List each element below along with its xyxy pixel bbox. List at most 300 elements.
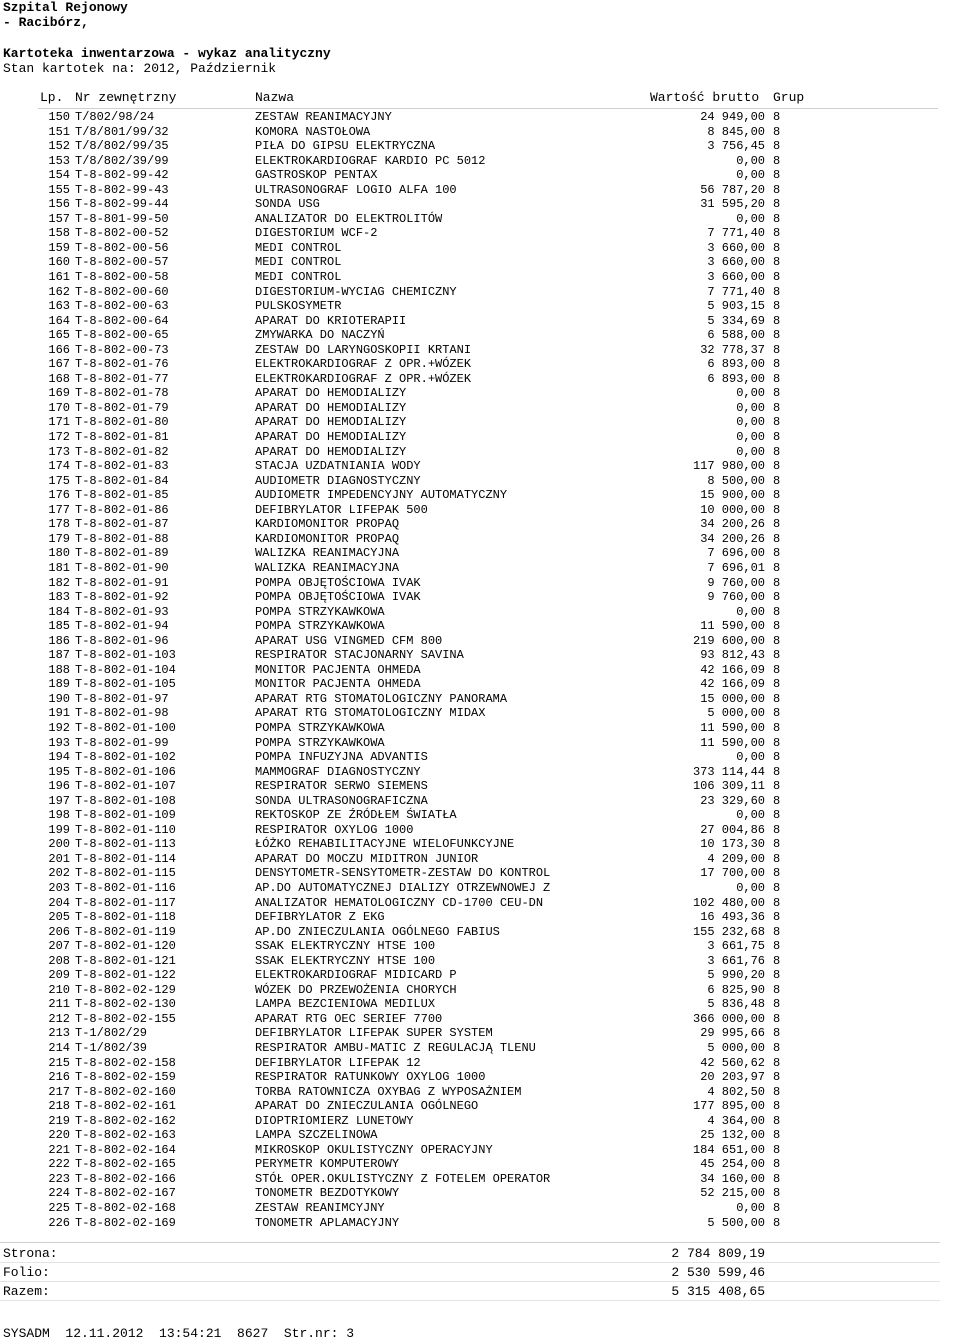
- row-nr: T-8-802-01-78: [75, 386, 169, 401]
- row-name: APARAT RTG STOMATOLOGICZNY PANORAMA: [255, 691, 508, 706]
- row-lp: 177: [48, 502, 70, 517]
- row-name: APARAT USG VINGMED CFM 800: [255, 633, 443, 648]
- row-group: 8: [773, 139, 781, 154]
- row-nr: T-8-802-01-80: [75, 415, 169, 430]
- row-lp: 216: [48, 1070, 70, 1085]
- row-group: 8: [773, 124, 781, 139]
- row-group: 8: [773, 502, 781, 517]
- table-row: [0, 706, 960, 721]
- row-name: SSAK ELEKTRYCZNY HTSE 100: [255, 939, 436, 954]
- row-lp: 178: [48, 517, 70, 532]
- row-nr: T-8-802-01-113: [75, 837, 176, 852]
- row-nr: T-8-802-02-169: [75, 1215, 176, 1230]
- row-nr: T-8-802-01-88: [75, 531, 169, 546]
- row-lp: 223: [48, 1171, 70, 1186]
- row-nr: T-8-802-01-96: [75, 633, 169, 648]
- table-row: [0, 663, 960, 678]
- row-name: RESPIRATOR SERWO SIEMENS: [255, 779, 428, 794]
- row-value: 0,00: [736, 444, 765, 459]
- row-nr: T-8-802-02-155: [75, 1011, 176, 1026]
- row-value: 17 700,00: [700, 866, 765, 881]
- table-row: [0, 721, 960, 736]
- row-lp: 161: [48, 270, 70, 285]
- strona-label: Strona:: [3, 1246, 58, 1261]
- row-group: 8: [773, 1070, 781, 1085]
- row-name: ELEKTROKARDIOGRAF Z OPR.+WÓZEK: [255, 371, 472, 386]
- row-nr: T-8-802-99-42: [75, 168, 169, 183]
- row-lp: 217: [48, 1084, 70, 1099]
- row-value: 5 990,20: [707, 968, 765, 983]
- row-name: TONOMETR APLAMACYJNY: [255, 1215, 400, 1230]
- row-nr: T-8-802-01-116: [75, 880, 176, 895]
- row-nr: T-8-802-02-163: [75, 1128, 176, 1143]
- row-value: 56 787,20: [700, 182, 765, 197]
- table-row: [0, 1012, 960, 1027]
- table-row: [0, 1026, 960, 1041]
- row-group: 8: [773, 808, 781, 823]
- row-group: 8: [773, 255, 781, 270]
- row-value: 52 215,00: [700, 1186, 765, 1201]
- row-lp: 157: [48, 211, 70, 226]
- row-nr: T-8-802-01-92: [75, 590, 169, 605]
- row-value: 20 203,97: [700, 1070, 765, 1085]
- row-group: 8: [773, 822, 781, 837]
- row-value: 15 000,00: [700, 691, 765, 706]
- row-value: 0,00: [736, 750, 765, 765]
- row-name: WALIZKA REANIMACYJNA: [255, 560, 400, 575]
- row-nr: T/8/802/99/35: [75, 139, 169, 154]
- row-nr: T-8-802-01-117: [75, 895, 176, 910]
- row-name: WÓZEK DO PRZEWOŻENIA CHORYCH: [255, 982, 457, 997]
- row-lp: 183: [48, 590, 70, 605]
- table-row: [0, 445, 960, 460]
- table-row: [0, 576, 960, 591]
- row-nr: T-8-802-01-110: [75, 822, 176, 837]
- row-group: 8: [773, 328, 781, 343]
- row-lp: 155: [48, 182, 70, 197]
- row-name: APARAT DO KRIOTERAPII: [255, 313, 407, 328]
- row-nr: T-8-802-02-161: [75, 1099, 176, 1114]
- table-row: [0, 1128, 960, 1143]
- row-value: 0,00: [736, 880, 765, 895]
- row-name: APARAT DO HEMODIALIZY: [255, 400, 407, 415]
- row-name: ZESTAW REANIMCYJNY: [255, 1201, 385, 1216]
- table-row: [0, 605, 960, 620]
- row-nr: T-8-802-01-93: [75, 604, 169, 619]
- table-row: [0, 125, 960, 140]
- row-value: 3 660,00: [707, 255, 765, 270]
- strona-value: 2 784 809,19: [671, 1246, 765, 1261]
- row-lp: 165: [48, 328, 70, 343]
- row-name: APARAT DO MOCZU MIDITRON JUNIOR: [255, 851, 479, 866]
- row-group: 8: [773, 415, 781, 430]
- row-group: 8: [773, 240, 781, 255]
- table-row: [0, 1041, 960, 1056]
- row-nr: T-8-802-01-115: [75, 866, 176, 881]
- row-group: 8: [773, 430, 781, 445]
- row-lp: 173: [48, 444, 70, 459]
- row-group: 8: [773, 677, 781, 692]
- row-group: 8: [773, 1055, 781, 1070]
- table-row: [0, 1085, 960, 1100]
- row-nr: T-8-802-01-99: [75, 735, 169, 750]
- razem-label: Razem:: [3, 1284, 50, 1299]
- column-group: Grup: [773, 90, 805, 105]
- row-value: 3 661,76: [707, 953, 765, 968]
- row-name: DIOPTRIOMIERZ LUNETOWY: [255, 1113, 414, 1128]
- row-group: 8: [773, 575, 781, 590]
- row-group: 8: [773, 953, 781, 968]
- row-nr: T-8-802-01-87: [75, 517, 169, 532]
- row-value: 0,00: [736, 400, 765, 415]
- table-row: [0, 546, 960, 561]
- table-row: [0, 1157, 960, 1172]
- row-nr: T-8-802-00-56: [75, 240, 169, 255]
- table-row: [0, 1056, 960, 1071]
- table-row: [0, 997, 960, 1012]
- table-row: [0, 910, 960, 925]
- row-name: GASTROSKOP PENTAX: [255, 168, 378, 183]
- row-nr: T-8-802-01-108: [75, 793, 176, 808]
- row-name: APARAT RTG STOMATOLOGICZNY MIDAX: [255, 706, 486, 721]
- row-lp: 150: [48, 110, 70, 124]
- row-group: 8: [773, 880, 781, 895]
- table-row: [0, 765, 960, 780]
- row-group: 8: [773, 197, 781, 212]
- row-name: DEFIBRYLATOR Z EKG: [255, 910, 385, 925]
- row-nr: T-8-802-01-76: [75, 357, 169, 372]
- row-nr: T-8-802-01-119: [75, 924, 176, 939]
- row-nr: T-8-802-02-167: [75, 1186, 176, 1201]
- row-name: PIŁA DO GIPSU ELEKTRYCZNA: [255, 139, 436, 154]
- row-lp: 192: [48, 720, 70, 735]
- row-group: 8: [773, 1041, 781, 1055]
- row-value: 0,00: [736, 153, 765, 168]
- row-value: 4 364,00: [707, 1113, 765, 1128]
- row-value: 6 588,00: [707, 328, 765, 343]
- row-lp: 171: [48, 415, 70, 430]
- row-lp: 208: [48, 953, 70, 968]
- row-lp: 176: [48, 488, 70, 503]
- row-name: KARDIOMONITOR PROPAQ: [255, 531, 400, 546]
- row-name: APARAT DO HEMODIALIZY: [255, 415, 407, 430]
- row-group: 8: [773, 648, 781, 663]
- row-value: 0,00: [736, 168, 765, 183]
- row-lp: 193: [48, 735, 70, 750]
- row-lp: 207: [48, 939, 70, 954]
- row-lp: 181: [48, 560, 70, 575]
- row-value: 3 660,00: [707, 270, 765, 285]
- razem-value: 5 315 408,65: [671, 1284, 765, 1299]
- summary-folio: [0, 1265, 960, 1282]
- table-row: [0, 183, 960, 198]
- row-group: 8: [773, 997, 781, 1012]
- row-name: PULSKOSYMETR: [255, 299, 342, 314]
- row-value: 23 329,60: [700, 793, 765, 808]
- row-nr: T-8-801-99-50: [75, 211, 169, 226]
- table-row: [0, 197, 960, 212]
- row-nr: T-8-802-01-97: [75, 691, 169, 706]
- row-nr: T-8-802-01-100: [75, 720, 176, 735]
- table-row: [0, 983, 960, 998]
- row-group: 8: [773, 590, 781, 605]
- row-value: 6 893,00: [707, 357, 765, 372]
- row-nr: T-8-802-01-89: [75, 546, 169, 561]
- row-name: ŁÓŻKO REHABILITACYJNE WIELOFUNKCYJNE: [255, 837, 515, 852]
- row-value: 10 173,30: [700, 837, 765, 852]
- row-lp: 166: [48, 342, 70, 357]
- row-value: 11 590,00: [700, 735, 765, 750]
- row-lp: 186: [48, 633, 70, 648]
- row-lp: 188: [48, 662, 70, 677]
- row-group: 8: [773, 284, 781, 299]
- row-value: 27 004,86: [700, 822, 765, 837]
- row-group: 8: [773, 691, 781, 706]
- table-row: [0, 488, 960, 503]
- row-value: 0,00: [736, 211, 765, 226]
- row-lp: 198: [48, 808, 70, 823]
- table-row: [0, 1099, 960, 1114]
- row-group: 8: [773, 837, 781, 852]
- row-group: 8: [773, 473, 781, 488]
- row-name: POMPA STRZYKAWKOWA: [255, 735, 385, 750]
- row-group: 8: [773, 371, 781, 386]
- row-name: AP.DO AUTOMATYCZNEJ DIALIZY OTRZEWNOWEJ Z: [255, 880, 551, 895]
- row-group: 8: [773, 750, 781, 765]
- row-lp: 168: [48, 371, 70, 386]
- row-nr: T-8-802-01-90: [75, 560, 169, 575]
- row-name: DEFIBRYLATOR LIFEPAK 500: [255, 502, 428, 517]
- table-row: [0, 794, 960, 809]
- row-value: 8 845,00: [707, 124, 765, 139]
- row-name: ANALIZATOR DO ELEKTROLITÓW: [255, 211, 443, 226]
- table-row: [0, 1201, 960, 1216]
- row-value: 184 651,00: [692, 1142, 765, 1157]
- row-group: 8: [773, 968, 781, 983]
- row-value: 4 802,50: [707, 1084, 765, 1099]
- row-group: 8: [773, 851, 781, 866]
- row-value: 15 900,00: [700, 488, 765, 503]
- row-group: 8: [773, 866, 781, 881]
- row-value: 7 771,40: [707, 226, 765, 241]
- row-lp: 201: [48, 851, 70, 866]
- row-value: 42 166,09: [700, 662, 765, 677]
- row-name: MEDI CONTROL: [255, 240, 342, 255]
- row-name: POMPA OBJĘTOŚCIOWA IVAK: [255, 590, 421, 605]
- row-group: 8: [773, 720, 781, 735]
- row-value: 93 812,43: [700, 648, 765, 663]
- row-value: 0,00: [736, 430, 765, 445]
- table-row: [0, 386, 960, 401]
- column-nr: Nr zewnętrzny: [75, 90, 177, 105]
- row-name: DEFIBRYLATOR LIFEPAK SUPER SYSTEM: [255, 1026, 493, 1041]
- row-name: LAMPA SZCZELINOWA: [255, 1128, 378, 1143]
- table-row: [0, 430, 960, 445]
- table-row: [0, 372, 960, 387]
- row-nr: T-8-802-01-91: [75, 575, 169, 590]
- row-value: 7 771,40: [707, 284, 765, 299]
- row-name: APARAT DO ZNIECZULANIA OGÓLNEGO: [255, 1099, 479, 1114]
- table-row: [0, 881, 960, 896]
- table-row: [0, 1143, 960, 1158]
- row-name: TORBA RATOWNICZA OXYBAG Z WYPOSAŻNIEM: [255, 1084, 522, 1099]
- row-name: POMPA INFUZYJNA ADVANTIS: [255, 750, 428, 765]
- row-lp: 218: [48, 1099, 70, 1114]
- row-nr: T-8-802-02-165: [75, 1157, 176, 1172]
- row-lp: 153: [48, 153, 70, 168]
- row-group: 8: [773, 619, 781, 634]
- table-row: [0, 1216, 960, 1231]
- row-value: 45 254,00: [700, 1157, 765, 1172]
- row-lp: 167: [48, 357, 70, 372]
- row-name: ZESTAW REANIMACYJNY: [255, 110, 392, 124]
- row-nr: T-8-802-00-73: [75, 342, 169, 357]
- column-name: Nazwa: [255, 90, 295, 105]
- row-lp: 160: [48, 255, 70, 270]
- row-value: 16 493,36: [700, 910, 765, 925]
- table-row: [0, 532, 960, 547]
- row-value: 366 000,00: [692, 1011, 765, 1026]
- row-lp: 195: [48, 764, 70, 779]
- row-group: 8: [773, 342, 781, 357]
- row-lp: 159: [48, 240, 70, 255]
- row-name: AUDIOMETR DIAGNOSTYCZNY: [255, 473, 421, 488]
- row-lp: 214: [48, 1041, 70, 1055]
- table-row: [0, 852, 960, 867]
- row-name: AUDIOMETR IMPEDENCYJNY AUTOMATYCZNY: [255, 488, 508, 503]
- column-header: [0, 90, 960, 106]
- row-group: 8: [773, 1011, 781, 1026]
- row-lp: 211: [48, 997, 70, 1012]
- row-name: KOMORA NASTOŁOWA: [255, 124, 371, 139]
- table-row: [0, 241, 960, 256]
- row-group: 8: [773, 168, 781, 183]
- table-row: [0, 1070, 960, 1085]
- row-nr: T/8/801/99/32: [75, 124, 169, 139]
- row-lp: 210: [48, 982, 70, 997]
- row-name: WALIZKA REANIMACYJNA: [255, 546, 400, 561]
- row-nr: T-8-802-01-106: [75, 764, 176, 779]
- table-row: [0, 226, 960, 241]
- row-name: MEDI CONTROL: [255, 270, 342, 285]
- table-row: [0, 1186, 960, 1201]
- row-group: 8: [773, 226, 781, 241]
- header-divider: [38, 108, 938, 109]
- row-nr: T-8-802-00-60: [75, 284, 169, 299]
- row-value: 7 696,01: [707, 560, 765, 575]
- row-value: 4 209,00: [707, 851, 765, 866]
- row-value: 34 200,26: [700, 531, 765, 546]
- row-nr: T-8-802-99-43: [75, 182, 169, 197]
- row-value: 0,00: [736, 604, 765, 619]
- row-group: 8: [773, 633, 781, 648]
- row-value: 5 903,15: [707, 299, 765, 314]
- row-value: 42 560,62: [700, 1055, 765, 1070]
- row-value: 5 500,00: [707, 1215, 765, 1230]
- row-group: 8: [773, 924, 781, 939]
- row-group: 8: [773, 313, 781, 328]
- table-row: [0, 110, 960, 125]
- table-row: [0, 357, 960, 372]
- row-lp: 154: [48, 168, 70, 183]
- row-group: 8: [773, 604, 781, 619]
- row-lp: 215: [48, 1055, 70, 1070]
- hospital-city: - Racibórz,: [3, 15, 89, 30]
- row-name: DENSYTOMETR-SENSYTOMETR-ZESTAW DO KONTROL: [255, 866, 551, 881]
- table-row: [0, 808, 960, 823]
- row-lp: 156: [48, 197, 70, 212]
- row-lp: 203: [48, 880, 70, 895]
- row-group: 8: [773, 182, 781, 197]
- row-value: 219 600,00: [692, 633, 765, 648]
- row-value: 9 760,00: [707, 590, 765, 605]
- table-row: [0, 634, 960, 649]
- row-value: 5 000,00: [707, 1041, 765, 1055]
- folio-value: 2 530 599,46: [671, 1265, 765, 1280]
- column-value: Wartość brutto: [650, 90, 760, 105]
- row-group: 8: [773, 706, 781, 721]
- row-group: 8: [773, 270, 781, 285]
- row-value: 0,00: [736, 386, 765, 401]
- row-nr: T-8-802-00-64: [75, 313, 169, 328]
- row-group: 8: [773, 895, 781, 910]
- row-lp: 222: [48, 1157, 70, 1172]
- row-nr: T-8-802-00-58: [75, 270, 169, 285]
- table-row: [0, 750, 960, 765]
- row-name: STACJA UZDATNIANIA WODY: [255, 459, 421, 474]
- table-row: [0, 139, 960, 154]
- row-lp: 164: [48, 313, 70, 328]
- row-nr: T-8-802-01-109: [75, 808, 176, 823]
- row-lp: 200: [48, 837, 70, 852]
- row-value: 5 334,69: [707, 313, 765, 328]
- row-lp: 209: [48, 968, 70, 983]
- table-row: [0, 212, 960, 227]
- row-value: 32 778,37: [700, 342, 765, 357]
- row-name: MEDI CONTROL: [255, 255, 342, 270]
- row-lp: 197: [48, 793, 70, 808]
- row-nr: T-8-802-01-83: [75, 459, 169, 474]
- inventory-table: [0, 110, 960, 1230]
- row-group: 8: [773, 1171, 781, 1186]
- row-nr: T-8-802-01-104: [75, 662, 176, 677]
- row-value: 11 590,00: [700, 619, 765, 634]
- row-nr: T-8-802-00-57: [75, 255, 169, 270]
- row-value: 8 500,00: [707, 473, 765, 488]
- row-group: 8: [773, 779, 781, 794]
- table-row: [0, 736, 960, 751]
- row-nr: T-8-802-01-79: [75, 400, 169, 415]
- row-group: 8: [773, 735, 781, 750]
- row-group: 8: [773, 1157, 781, 1172]
- row-name: POMPA STRZYKAWKOWA: [255, 604, 385, 619]
- row-nr: T-8-802-02-160: [75, 1084, 176, 1099]
- row-group: 8: [773, 939, 781, 954]
- table-row: [0, 415, 960, 430]
- row-lp: 212: [48, 1011, 70, 1026]
- row-value: 31 595,20: [700, 197, 765, 212]
- row-lp: 158: [48, 226, 70, 241]
- table-row: [0, 503, 960, 518]
- row-name: SSAK ELEKTRYCZNY HTSE 100: [255, 953, 436, 968]
- row-group: 8: [773, 1201, 781, 1216]
- row-name: APARAT DO HEMODIALIZY: [255, 444, 407, 459]
- row-nr: T-8-802-01-98: [75, 706, 169, 721]
- row-name: SONDA ULTRASONOGRAFICZNA: [255, 793, 428, 808]
- table-row: [0, 619, 960, 634]
- row-lp: 175: [48, 473, 70, 488]
- row-name: KARDIOMONITOR PROPAQ: [255, 517, 400, 532]
